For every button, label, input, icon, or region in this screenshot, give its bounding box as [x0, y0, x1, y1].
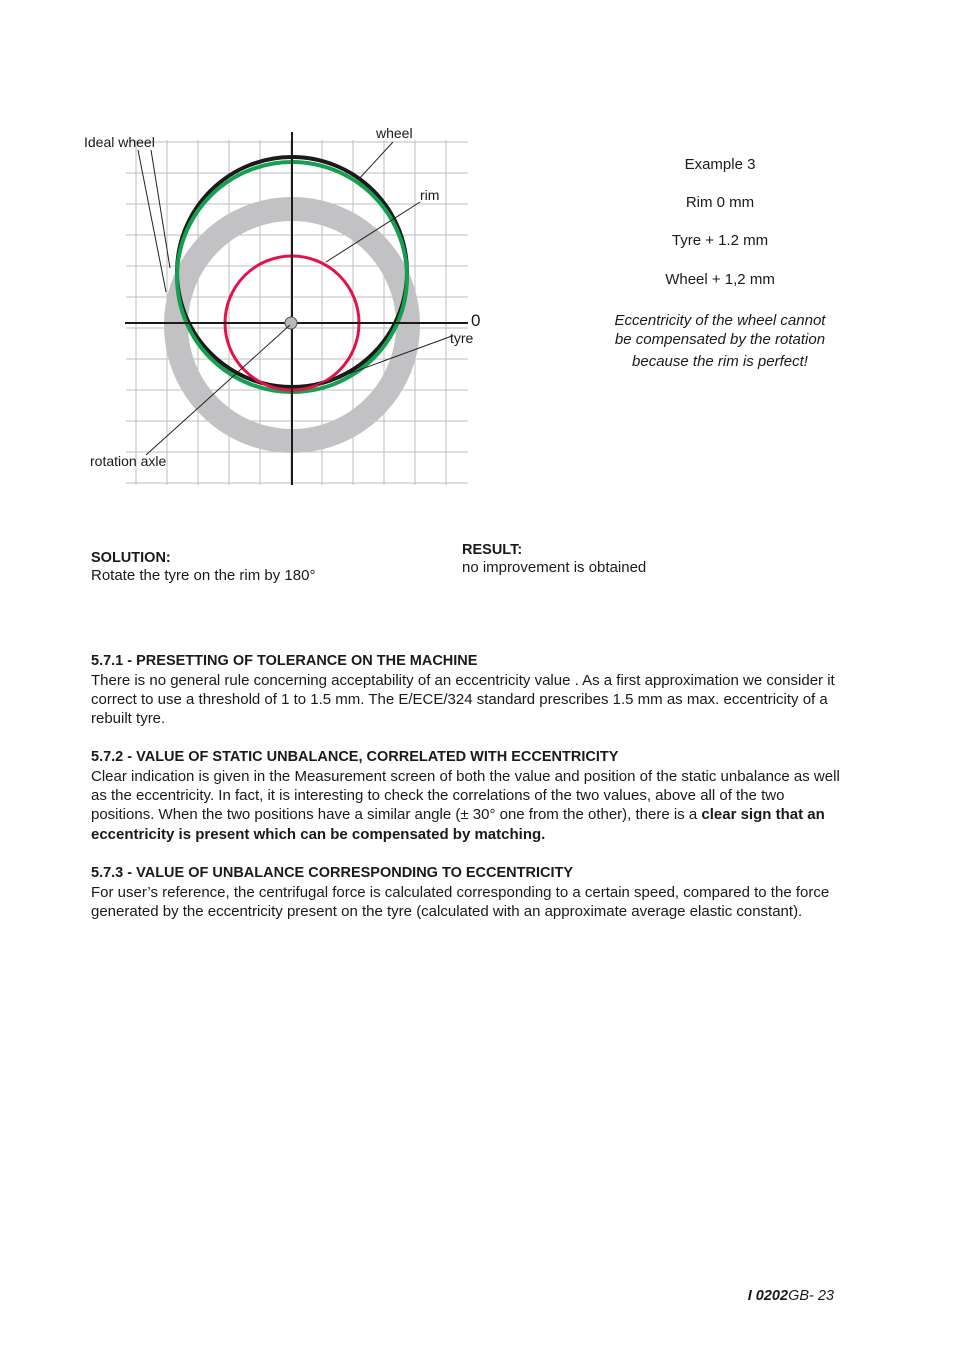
page-footer — [748, 1288, 834, 1304]
label-ideal-wheel: Ideal wheel — [84, 134, 155, 150]
section-5-7-2 — [91, 748, 841, 844]
leader-wheel — [358, 142, 393, 180]
label-zero: 0 — [471, 311, 481, 330]
section-5-7-2-body-wrapper — [91, 767, 841, 844]
example-title: Example 3 — [684, 156, 756, 173]
example-rim: Rim 0 mm — [685, 194, 755, 211]
section-5-7-2-body: Clear indication is given in the Measurement screen of both the value and position of the static unbalance as well as the eccentricity. In fact, it is interesting to check the correlations of the two values, above all of the two positions. When the two positions have a similar angle (± 30° one from the other), there is a — [91, 768, 840, 824]
section-5-7-3 — [91, 864, 841, 921]
eccentricity-diagram — [0, 0, 954, 520]
note-line-2: be compensated by the rotation — [614, 331, 826, 348]
section-5-7-2-body-bold: clear sign that an eccentricity is present which can be compensated by matching. — [91, 806, 825, 843]
section-5-7-1-heading: 5.7.1 - PRESETTING OF TOLERANCE ON THE MACHINE — [91, 653, 478, 669]
result-block — [462, 542, 646, 577]
note-line-1: Eccentricity of the wheel cannot — [614, 312, 826, 329]
label-tyre: tyre — [450, 330, 474, 346]
section-5-7-1-body: There is no general rule concerning acceptability of an eccentricity value . As a first approximation we consider it correct to use a threshold of 1 to 1.5 mm. The E/ECE/324 standard prescribes 1.5 mm as max. eccentricity of a rebuilt tyre. — [91, 672, 835, 728]
example-wheel: Wheel + 1,2 mm — [665, 271, 775, 288]
section-5-7-1 — [91, 652, 841, 729]
rotation-axle-marker — [285, 317, 297, 329]
solution-title: SOLUTION: — [91, 550, 171, 566]
solution-block — [91, 550, 315, 585]
label-rotation-axle: rotation axle — [90, 453, 167, 469]
result-title: RESULT: — [462, 542, 523, 558]
page-number: GB- 23 — [788, 1288, 834, 1304]
section-5-7-3-body: For user’s reference, the centrifugal force is calculated corresponding to a certain speed, compared to the force generated by the eccentricity present on the tyre (calculated with an approximate average elastic constant). — [91, 884, 830, 921]
solution-text: Rotate the tyre on the rim by 180° — [91, 567, 316, 584]
result-text: no improvement is obtained — [462, 559, 647, 576]
label-wheel: wheel — [376, 125, 413, 141]
note-line-3: because the rim is perfect! — [632, 353, 808, 370]
document-code: I 0202 — [747, 1288, 789, 1304]
example-note — [590, 310, 850, 373]
section-5-7-2-heading: 5.7.2 - VALUE OF STATIC UNBALANCE, CORRELATED WITH ECCENTRICITY — [91, 749, 619, 765]
label-rim: rim — [420, 187, 440, 203]
section-5-7-3-heading: 5.7.3 - VALUE OF UNBALANCE CORRESPONDING TO ECCENTRICITY — [91, 865, 574, 881]
leader-ideal-wheel — [138, 150, 166, 292]
example-tyre: Tyre + 1.2 mm — [671, 232, 769, 249]
